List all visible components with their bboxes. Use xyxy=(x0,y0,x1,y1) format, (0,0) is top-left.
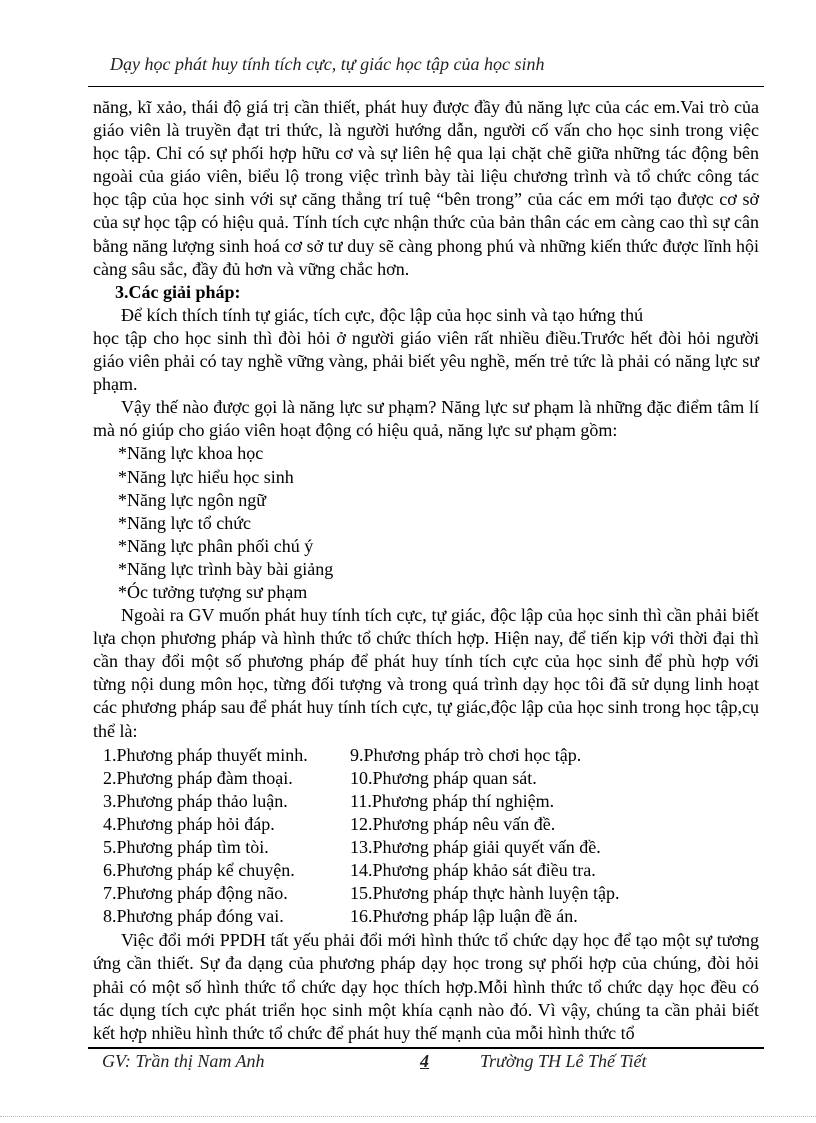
list-item: *Năng lực ngôn ngữ xyxy=(118,489,266,510)
method-item: 3.Phương pháp thảo luận. xyxy=(103,790,288,811)
method-item: 13.Phương pháp giải quyết vấn đề. xyxy=(350,837,601,857)
footer-school: Trường TH Lê Thế Tiết xyxy=(480,1051,647,1071)
section-heading: 3.Các giải pháp: xyxy=(115,281,241,302)
list-item: *Năng lực tổ chức xyxy=(118,512,251,533)
competency-list xyxy=(93,442,759,604)
paragraph-4: Ngoài ra GV muốn phát huy tính tích cực, tự giác, độc lập của học sinh thì cần phải biết lựa chọn phương pháp và hình thức tổ chức thích hợp. Hiện nay, để tiến kịp với thời đại thì cần thay đổi một số phương pháp để phát huy tính tích cực của học sinh để phù hợp với từng nội dung môn học, từng đối tượng và trong quá trình dạy học tôi đã sử dụng linh hoạt các phương pháp sau để phát huy tính tích cực, tự giác,độc lập của học sinh trong học tập,cụ thể là: xyxy=(93,605,759,741)
page-number: 4 xyxy=(420,1051,429,1071)
paragraph-1: năng, kĩ xảo, thái độ giá trị cần thiết, phát huy được đầy đủ năng lực của các em.Vai trò của giáo viên là truyền đạt tri thức, là người hướng dẫn, người cố vấn cho học sinh trong việc học tập. Chỉ có sự phối hợp hữu cơ và sự liên hệ qua lại chặt chẽ giữa những tác động bên ngoài của giáo viên, biểu lộ trong việc trình bày tài liệu chương trình và tổ chức công tác học tập của học sinh với sự căng thẳng trí tuệ “bên trong” của các em mới tạo được cơ sở của sự học tập có hiệu quả. Tính tích cực nhận thức của bản thân các em càng cao thì sự cân bằng năng lượng sinh hoá cơ sở tư duy sẽ càng phong phú và những kiến thức được lĩnh hội càng sâu sắc, đầy đủ hơn và vững chắc hơn. xyxy=(93,97,759,279)
footer-divider xyxy=(88,1047,764,1049)
method-item: 16.Phương pháp lập luận đề án. xyxy=(350,906,578,927)
method-item: 11.Phương pháp thí nghiệm. xyxy=(350,790,555,811)
method-item: 1.Phương pháp thuyết minh. xyxy=(103,744,308,765)
method-item: 12.Phương pháp nêu vấn đề. xyxy=(350,813,556,834)
page-bottom-edge xyxy=(0,1116,816,1117)
method-item: 10.Phương pháp quan sát. xyxy=(350,767,537,788)
list-item: *Óc tưởng tượng sư phạm xyxy=(118,581,308,602)
paragraph-2: học tập cho học sinh thì đòi hỏi ở người giáo viên rất nhiều điều.Trước hết đòi hỏi người giáo viên phải có tay nghề vững vàng, phải biết yêu nghề, mến trẻ tức là phải có năng lực sư phạm. xyxy=(93,327,759,395)
paragraph-2-first-line: Để kích thích tính tự giác, tích cực, độc lập của học sinh và tạo hứng thú xyxy=(121,304,644,325)
methods-list xyxy=(93,744,759,929)
header-divider xyxy=(88,86,764,87)
page-header: Dạy học phát huy tính tích cực, tự giác học tập của học sinh xyxy=(110,54,545,74)
list-item: *Năng lực hiểu học sinh xyxy=(118,466,294,487)
list-item: *Năng lực phân phối chú ý xyxy=(118,535,314,556)
paragraph-3: Vậy thế nào được gọi là năng lực sư phạm? Năng lực sư phạm là những đặc điểm tâm lí mà nó giúp cho giáo viên hoạt động có hiệu quả, năng lực sư phạm gồm: xyxy=(93,397,759,441)
footer-teacher: GV: Trần thị Nam Anh xyxy=(102,1051,265,1071)
paragraph-5: Việc đổi mới PPDH tất yếu phải đổi mới hình thức tổ chức dạy học để tạo một sự tương ứng cần thiết. Sự đa dạng của phương pháp dạy học trong sự phối hợp của chúng, đòi hỏi phải có một số hình thức tổ chức dạy học thích hợp.Mỗi hình thức tổ chức dạy học đều có tác dụng tích cực phát triển học sinh một khía cạnh nào đó. Vì vậy, chúng ta cần phải biết kết hợp nhiều hình thức tổ chức để phát huy thế mạnh của mỗi hình thức tổ xyxy=(93,930,759,1043)
method-item: 2.Phương pháp đàm thoại. xyxy=(103,767,293,788)
method-item: 4.Phương pháp hỏi đáp. xyxy=(103,813,275,834)
list-item: *Năng lực khoa học xyxy=(118,443,264,464)
method-item: 8.Phương pháp đóng vai. xyxy=(103,906,284,927)
method-item: 14.Phương pháp khảo sát điều tra. xyxy=(350,860,596,881)
method-item: 7.Phương pháp động não. xyxy=(103,883,288,904)
method-item: 9.Phương pháp trò chơi học tập. xyxy=(350,744,582,765)
method-item: 6.Phương pháp kể chuyện. xyxy=(103,860,295,881)
method-item: 5.Phương pháp tìm tòi. xyxy=(103,837,269,857)
method-item: 15.Phương pháp thực hành luyện tập. xyxy=(350,883,620,904)
list-item: *Năng lực trình bày bài giảng xyxy=(118,558,334,579)
document-body xyxy=(93,96,759,1045)
